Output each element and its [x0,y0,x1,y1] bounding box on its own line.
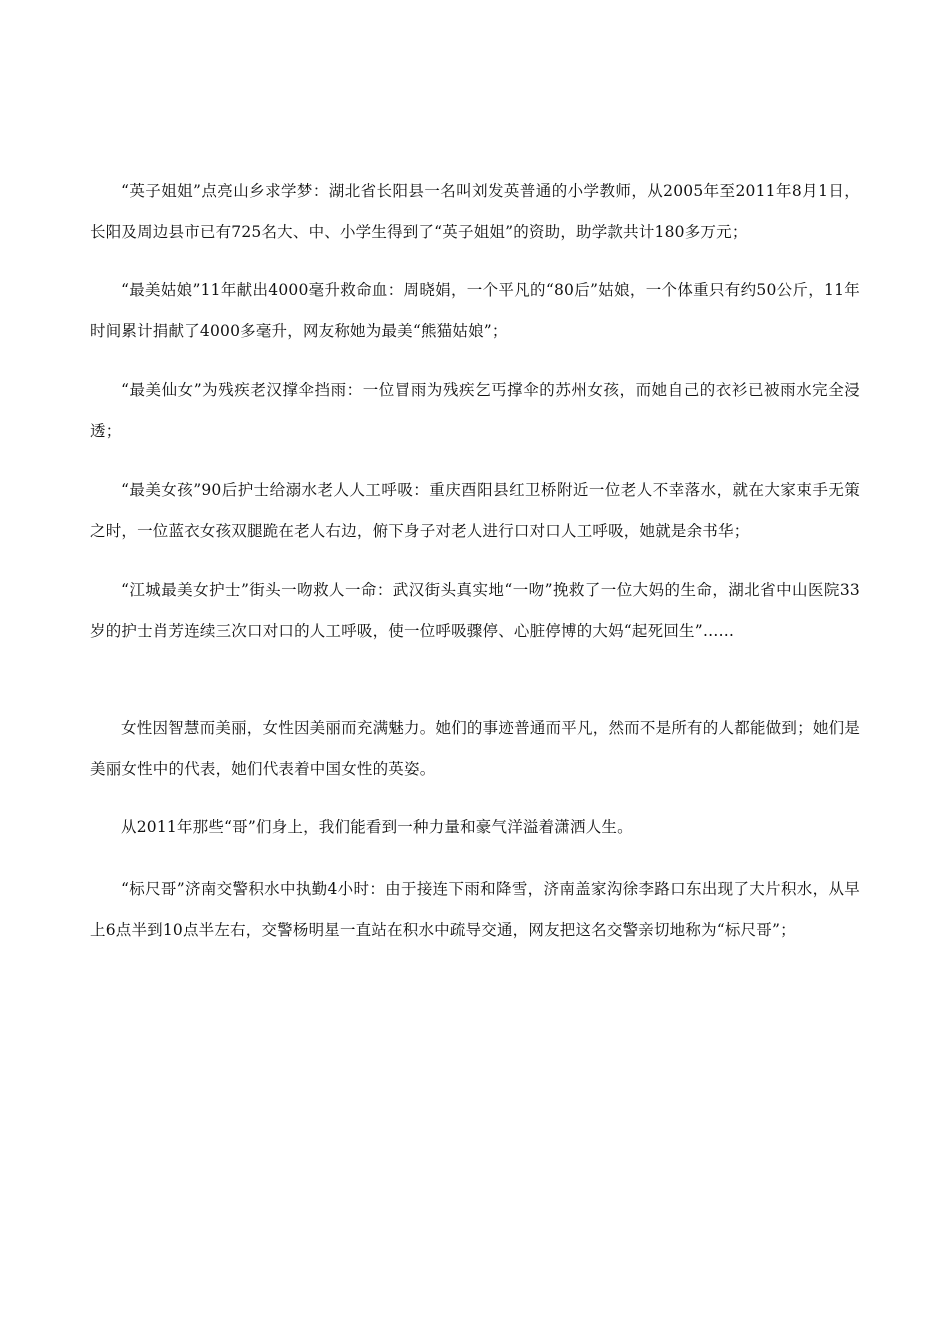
paragraph-biaochi-ge: “标尺哥”济南交警积水中执勤4小时：由于接连下雨和降雪，济南盖家沟徐李路口东出现了大片积水，从早上6点半到10点半左右，交警杨明星一直站在积水中疏导交通，网友把这名交警亲切地称为“标尺哥”； [90,880,860,939]
paragraph-yingzi-jiejie: “英子姐姐”点亮山乡求学梦：湖北省长阳县一名叫刘发英普通的小学教师，从2005年至2011年8月1日，长阳及周边县市已有725名大、中、小学生得到了“英子姐姐”的资助，助学款共计180多万元； [90,182,860,241]
paragraph-ge-intro: 从2011年那些“哥”们身上，我们能看到一种力量和豪气洋溢着潇洒人生。 [121,818,633,836]
paragraph-zuimei-guniang: “最美姑娘”11年献出4000毫升救命血：周晓娟，一个平凡的“80后”姑娘，一个体重只有约50公斤，11年时间累计捐献了4000多毫升，网友称她为最美“熊猫姑娘”； [90,281,860,340]
paragraph-women-summary: 女性因智慧而美丽，女性因美丽而充满魅力。她们的事迹普通而平凡，然而不是所有的人都能做到；她们是美丽女性中的代表，她们代表着中国女性的英姿。 [90,719,860,778]
paragraph-zuimei-nvhai: “最美女孩”90后护士给溺水老人人工呼吸：重庆酉阳县红卫桥附近一位老人不幸落水，就在大家束手无策之时，一位蓝衣女孩双腿跪在老人右边，俯下身子对老人进行口对口人工呼吸，她就是余书华； [90,481,860,540]
paragraph-zuimei-xiannv: “最美仙女”为残疾老汉撑伞挡雨：一位冒雨为残疾乞丐撑伞的苏州女孩，而她自己的衣衫已被雨水完全浸透； [90,381,860,440]
paragraph-jiangcheng-hushi: “江城最美女护士”街头一吻救人一命：武汉街头真实地“一吻”挽救了一位大妈的生命，湖北省中山医院33岁的护士肖芳连续三次口对口的人工呼吸，使一位呼吸骤停、心脏停博的大妈“起死回生”…… [90,581,860,640]
